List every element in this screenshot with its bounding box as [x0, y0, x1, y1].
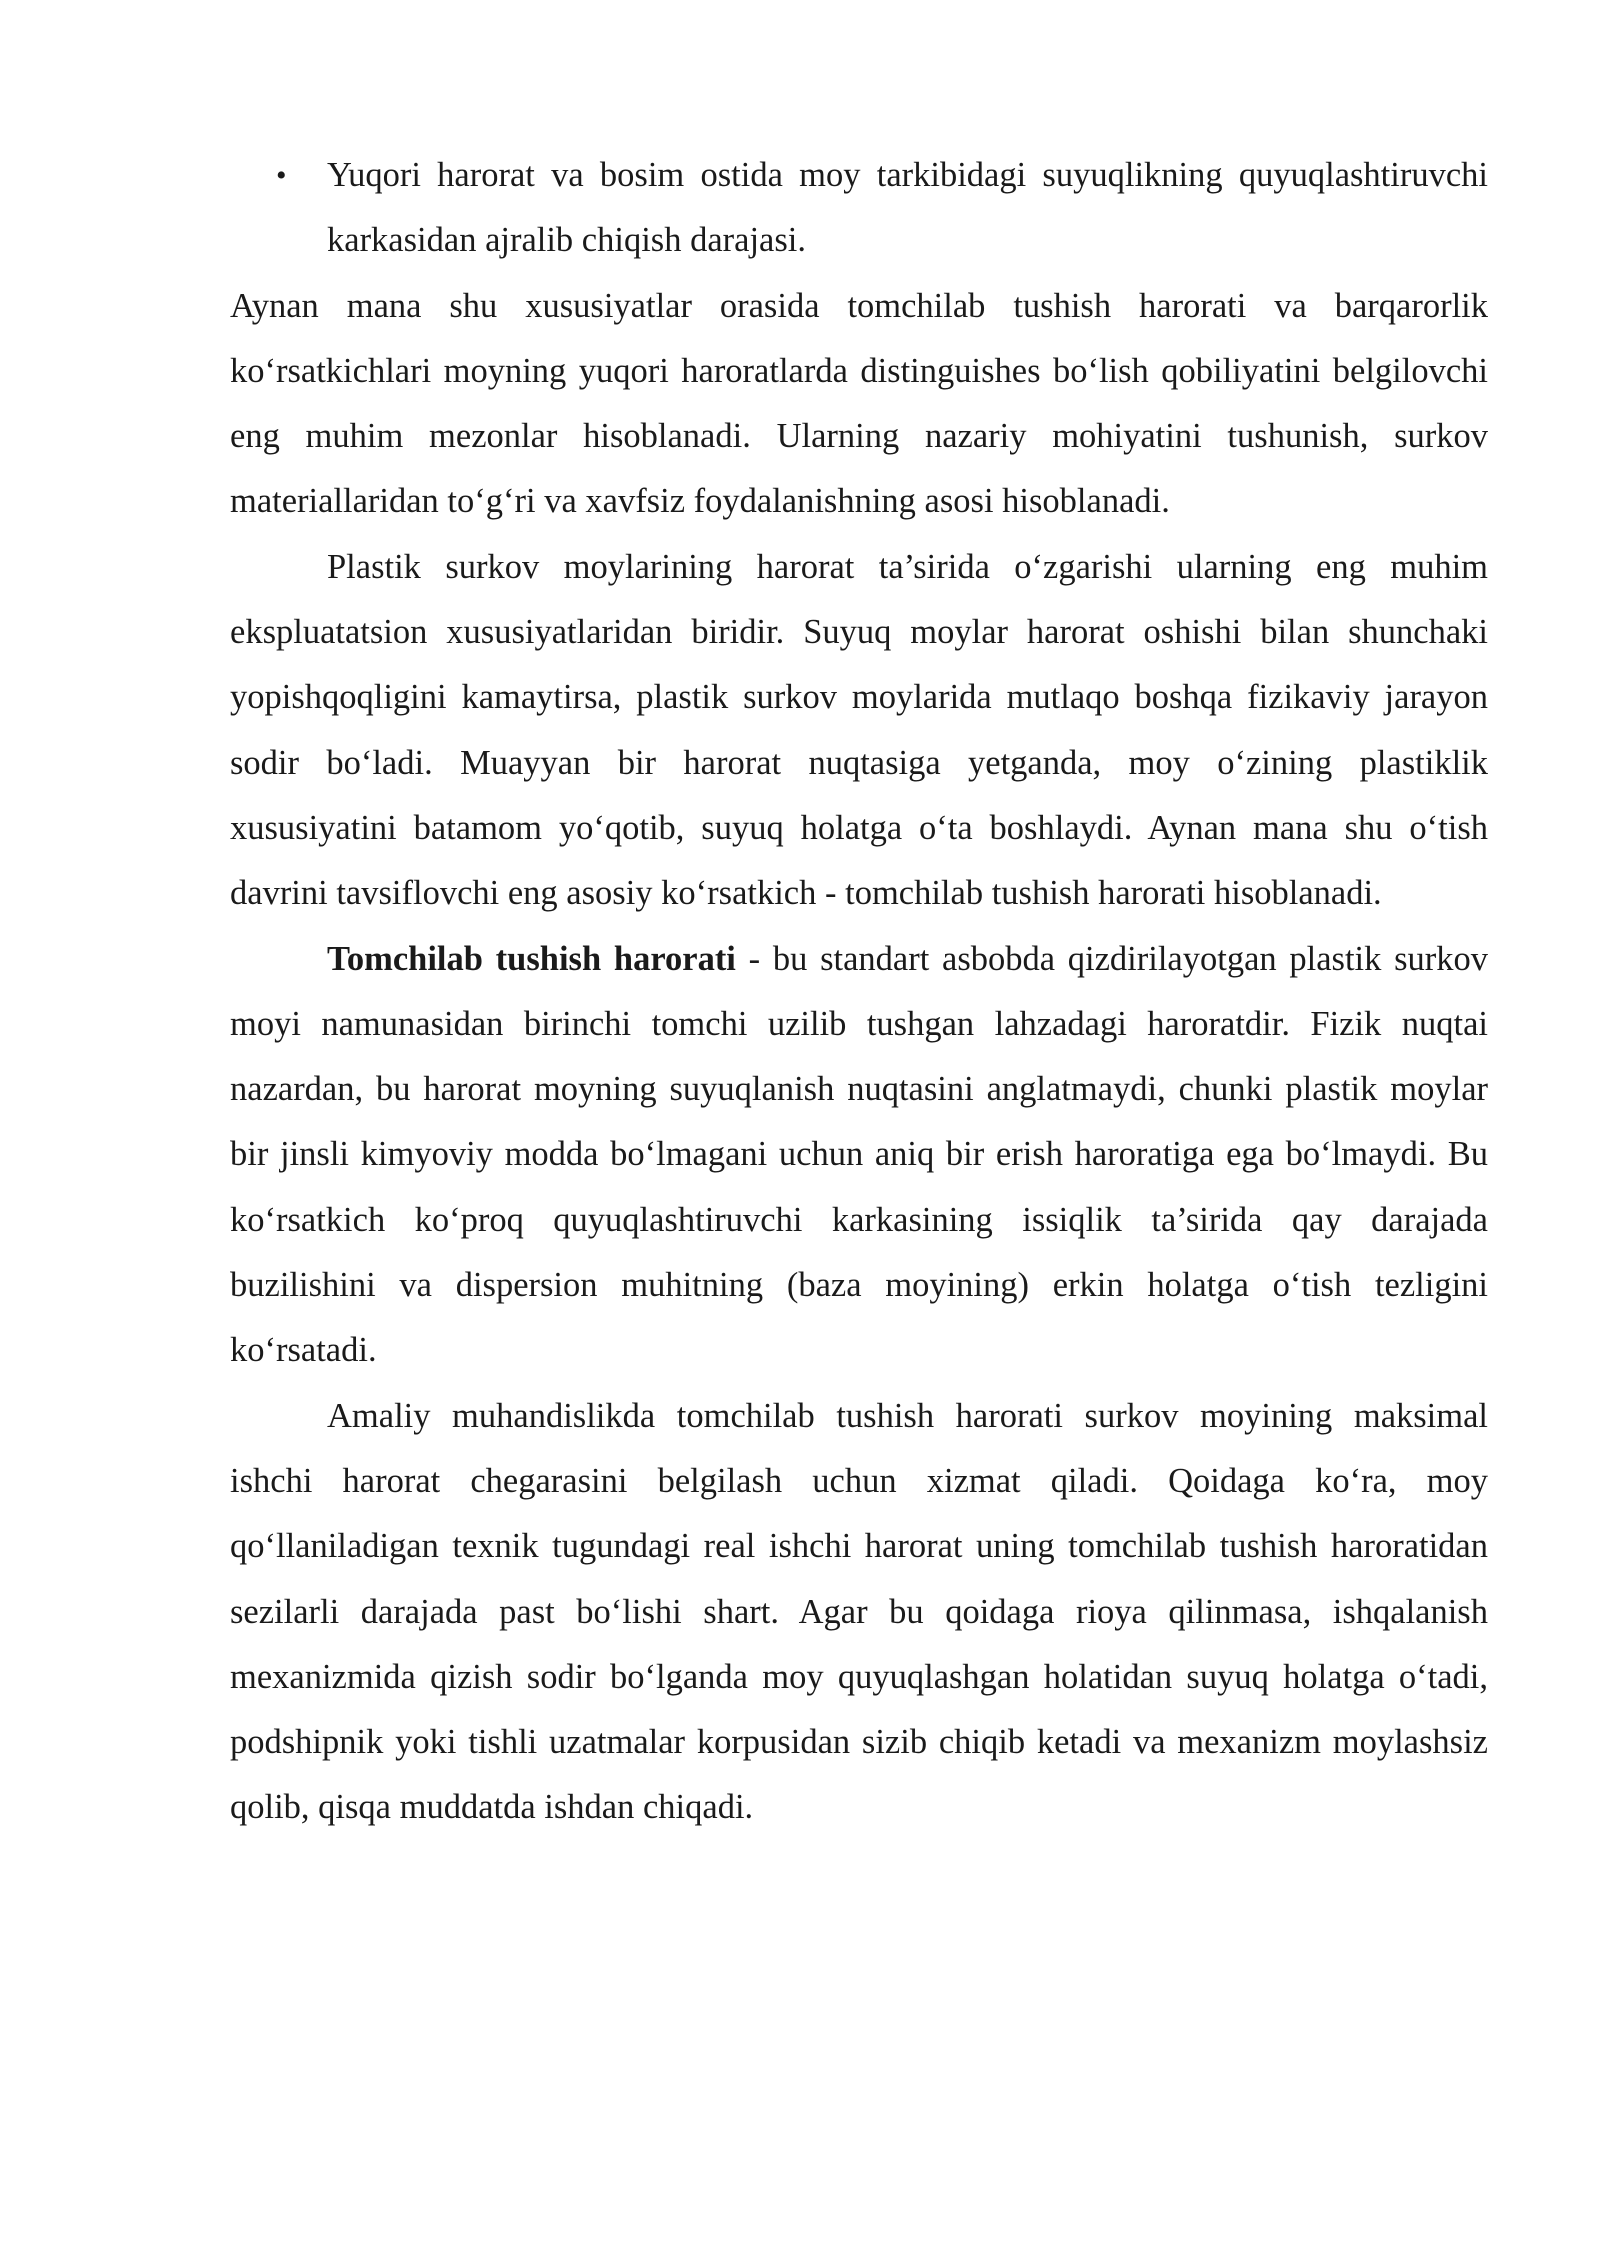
paragraph-practical-use: Amaliy muhandislikda tomchilab tushish harorati surkov moyining maksimal ishchi harorat chegarasini belgilash uchun xizmat qiladi. Qoidaga ko‘ra, moy qo‘llaniladigan texnik tugundagi real ishchi harorat uning tomchilab tushish haroratidan sezilarli darajada past bo‘lishi shart. Agar bu qoidaga rioya qilinmasa, ishqalanish mexanizmida qizish sodir bo‘lganda moy quyuqlashgan holatidan suyuq holatga o‘tadi, podshipnik yoki tishli uzatmalar korpusidan sizib chiqib ketadi va mexanizm moylashsiz qolib, qisqa muddatda ishdan chiqadi. [230, 1396, 1488, 1827]
defined-term: Tomchilab tushish harorati [327, 939, 736, 978]
paragraph-intro: Aynan mana shu xususiyatlar orasida tomchilab tushish harorati va barqarorlik ko‘rsatkichlari moyning yuqori haroratlarda distinguishes bo‘lish qobiliyatini belgilovchi eng muhim mezonlar hisoblanadi. Ularning nazariy mohiyatini tushunish, surkov materiallaridan to‘g‘ri va xavfsiz foydalanishning asosi hisoblanadi. [230, 286, 1488, 521]
bullet-list [230, 143, 1488, 274]
document-page [230, 143, 1488, 1841]
definition-text: - bu standart asbobda qizdirilayotgan plastik surkov moyi namunasidan birinchi tomchi uzilib tushgan lahzadagi haroratdir. Fizik nuqtai nazardan, bu harorat moyning suyuqlanish nuqtasini anglatmaydi, chunki plastik moylar bir jinsli kimyoviy modda bo‘lmagani uchun aniq bir erish haroratiga ega bo‘lmaydi. Bu ko‘rsatkich ko‘proq quyuqlashtiruvchi karkasining issiqlik ta’sirida qay darajada buzilishini va dispersion muhitning (baza moyining) erkin holatga o‘tish tezligini ko‘rsatadi. [230, 939, 1488, 1370]
bullet-icon: • [276, 159, 287, 192]
paragraph-definition [230, 927, 1488, 1384]
paragraph-temperature-effect: Plastik surkov moylarining harorat ta’sirida o‘zgarishi ularning eng muhim ekspluatatsion xususiyatlaridan biridir. Suyuq moylar harorat oshishi bilan shunchaki yopishqoqligini kamaytirsa, plastik surkov moylarida mutlaqo boshqa fizikaviy jarayon sodir bo‘ladi. Muayyan bir harorat nuqtasiga yetganda, moy o‘zining plastiklik xususiyatini batamom yo‘qotib, suyuq holatga o‘ta boshlaydi. Aynan mana shu o‘tish davrini tavsiflovchi eng asosiy ko‘rsatkich - tomchilab tushish harorati hisoblanadi. [230, 547, 1488, 913]
bullet-text: Yuqori harorat va bosim ostida moy tarkibidagi suyuqlikning quyuqlashtiruvchi karkasidan ajralib chiqish darajasi. [327, 156, 1488, 260]
bullet-item [230, 143, 1488, 274]
